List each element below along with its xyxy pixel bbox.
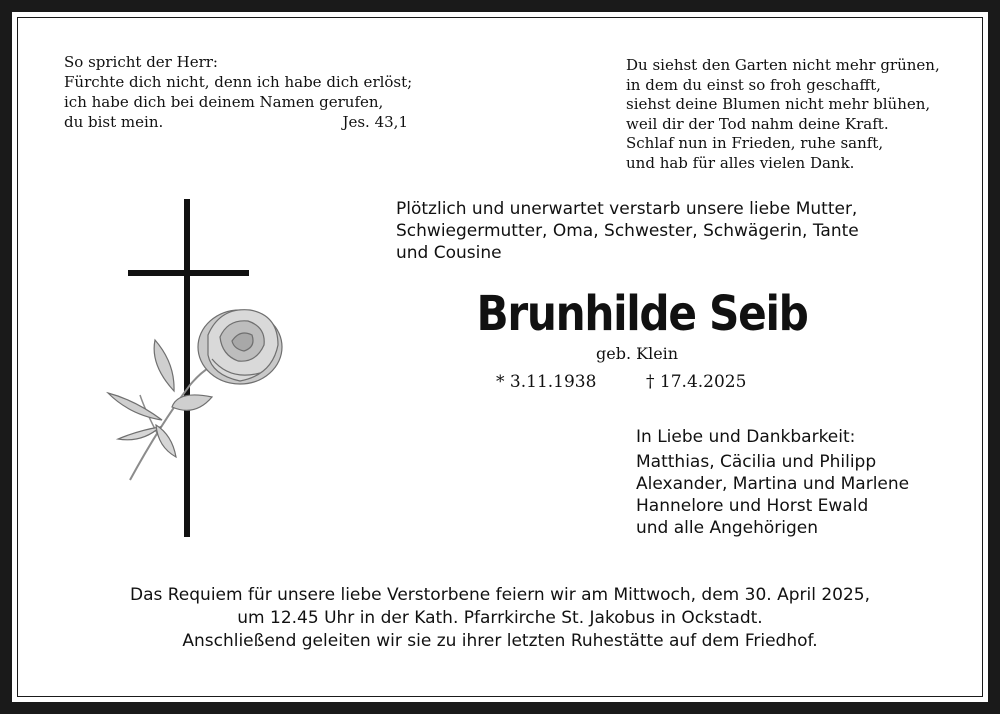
verse-line: du bist mein. — [64, 113, 164, 131]
death-date: † 17.4.2025 — [646, 372, 747, 392]
deceased-name: Brunhilde Seib — [476, 286, 808, 342]
cross-with-rose-icon — [100, 195, 300, 540]
service-details — [40, 584, 960, 653]
bible-verse — [64, 52, 414, 132]
poem-line: siehst deine Blumen nicht mehr blühen, — [626, 95, 931, 113]
mourner-name: und alle Angehörigen — [636, 518, 819, 538]
service-line: um 12.45 Uhr in der Kath. Pfarrkirche St. Jakobus in Ockstadt. — [237, 608, 763, 628]
verse-line: So spricht der Herr: — [64, 53, 218, 71]
mourner-name: Matthias, Cäcilia und Philipp — [636, 452, 877, 472]
mourners-list — [636, 426, 966, 539]
poem — [626, 56, 956, 173]
poem-line: in dem du einst so froh geschafft, — [626, 75, 881, 94]
death-announcement — [396, 198, 916, 264]
announcement-line: Plötzlich und unerwartet verstarb unsere liebe Mutter, — [396, 199, 858, 219]
verse-line: ich habe dich bei deinem Namen gerufen, — [64, 93, 384, 111]
mourner-name: Hannelore und Horst Ewald — [636, 496, 869, 516]
announcement-line: und Cousine — [396, 243, 502, 263]
service-line: Anschließend geleiten wir sie zu ihrer letzten Ruhestätte auf dem Friedhof. — [182, 631, 818, 651]
birth-date: * 3.11.1938 — [496, 372, 597, 392]
announcement-line: Schwiegermutter, Oma, Schwester, Schwägerin, Tante — [396, 221, 859, 241]
poem-line: und hab für alles vielen Dank. — [626, 153, 855, 172]
service-line: Das Requiem für unsere liebe Verstorbene feiern wir am Mittwoch, dem 30. April 2025, — [129, 585, 871, 605]
mourner-name: Alexander, Martina und Marlene — [636, 474, 910, 494]
verse-reference: Jes. 43,1 — [342, 113, 408, 131]
poem-line: Schlaf nun in Frieden, ruhe sanft, — [626, 134, 884, 152]
poem-line: Du siehst den Garten nicht mehr grünen, — [626, 56, 940, 74]
mourners-heading: In Liebe und Dankbarkeit: — [636, 427, 856, 447]
poem-line: weil dir der Tod nahm deine Kraft. — [626, 114, 889, 133]
verse-line: Fürchte dich nicht, denn ich habe dich erlöst; — [64, 73, 413, 91]
rose-icon — [108, 310, 282, 480]
birth-name: geb. Klein — [596, 344, 679, 363]
